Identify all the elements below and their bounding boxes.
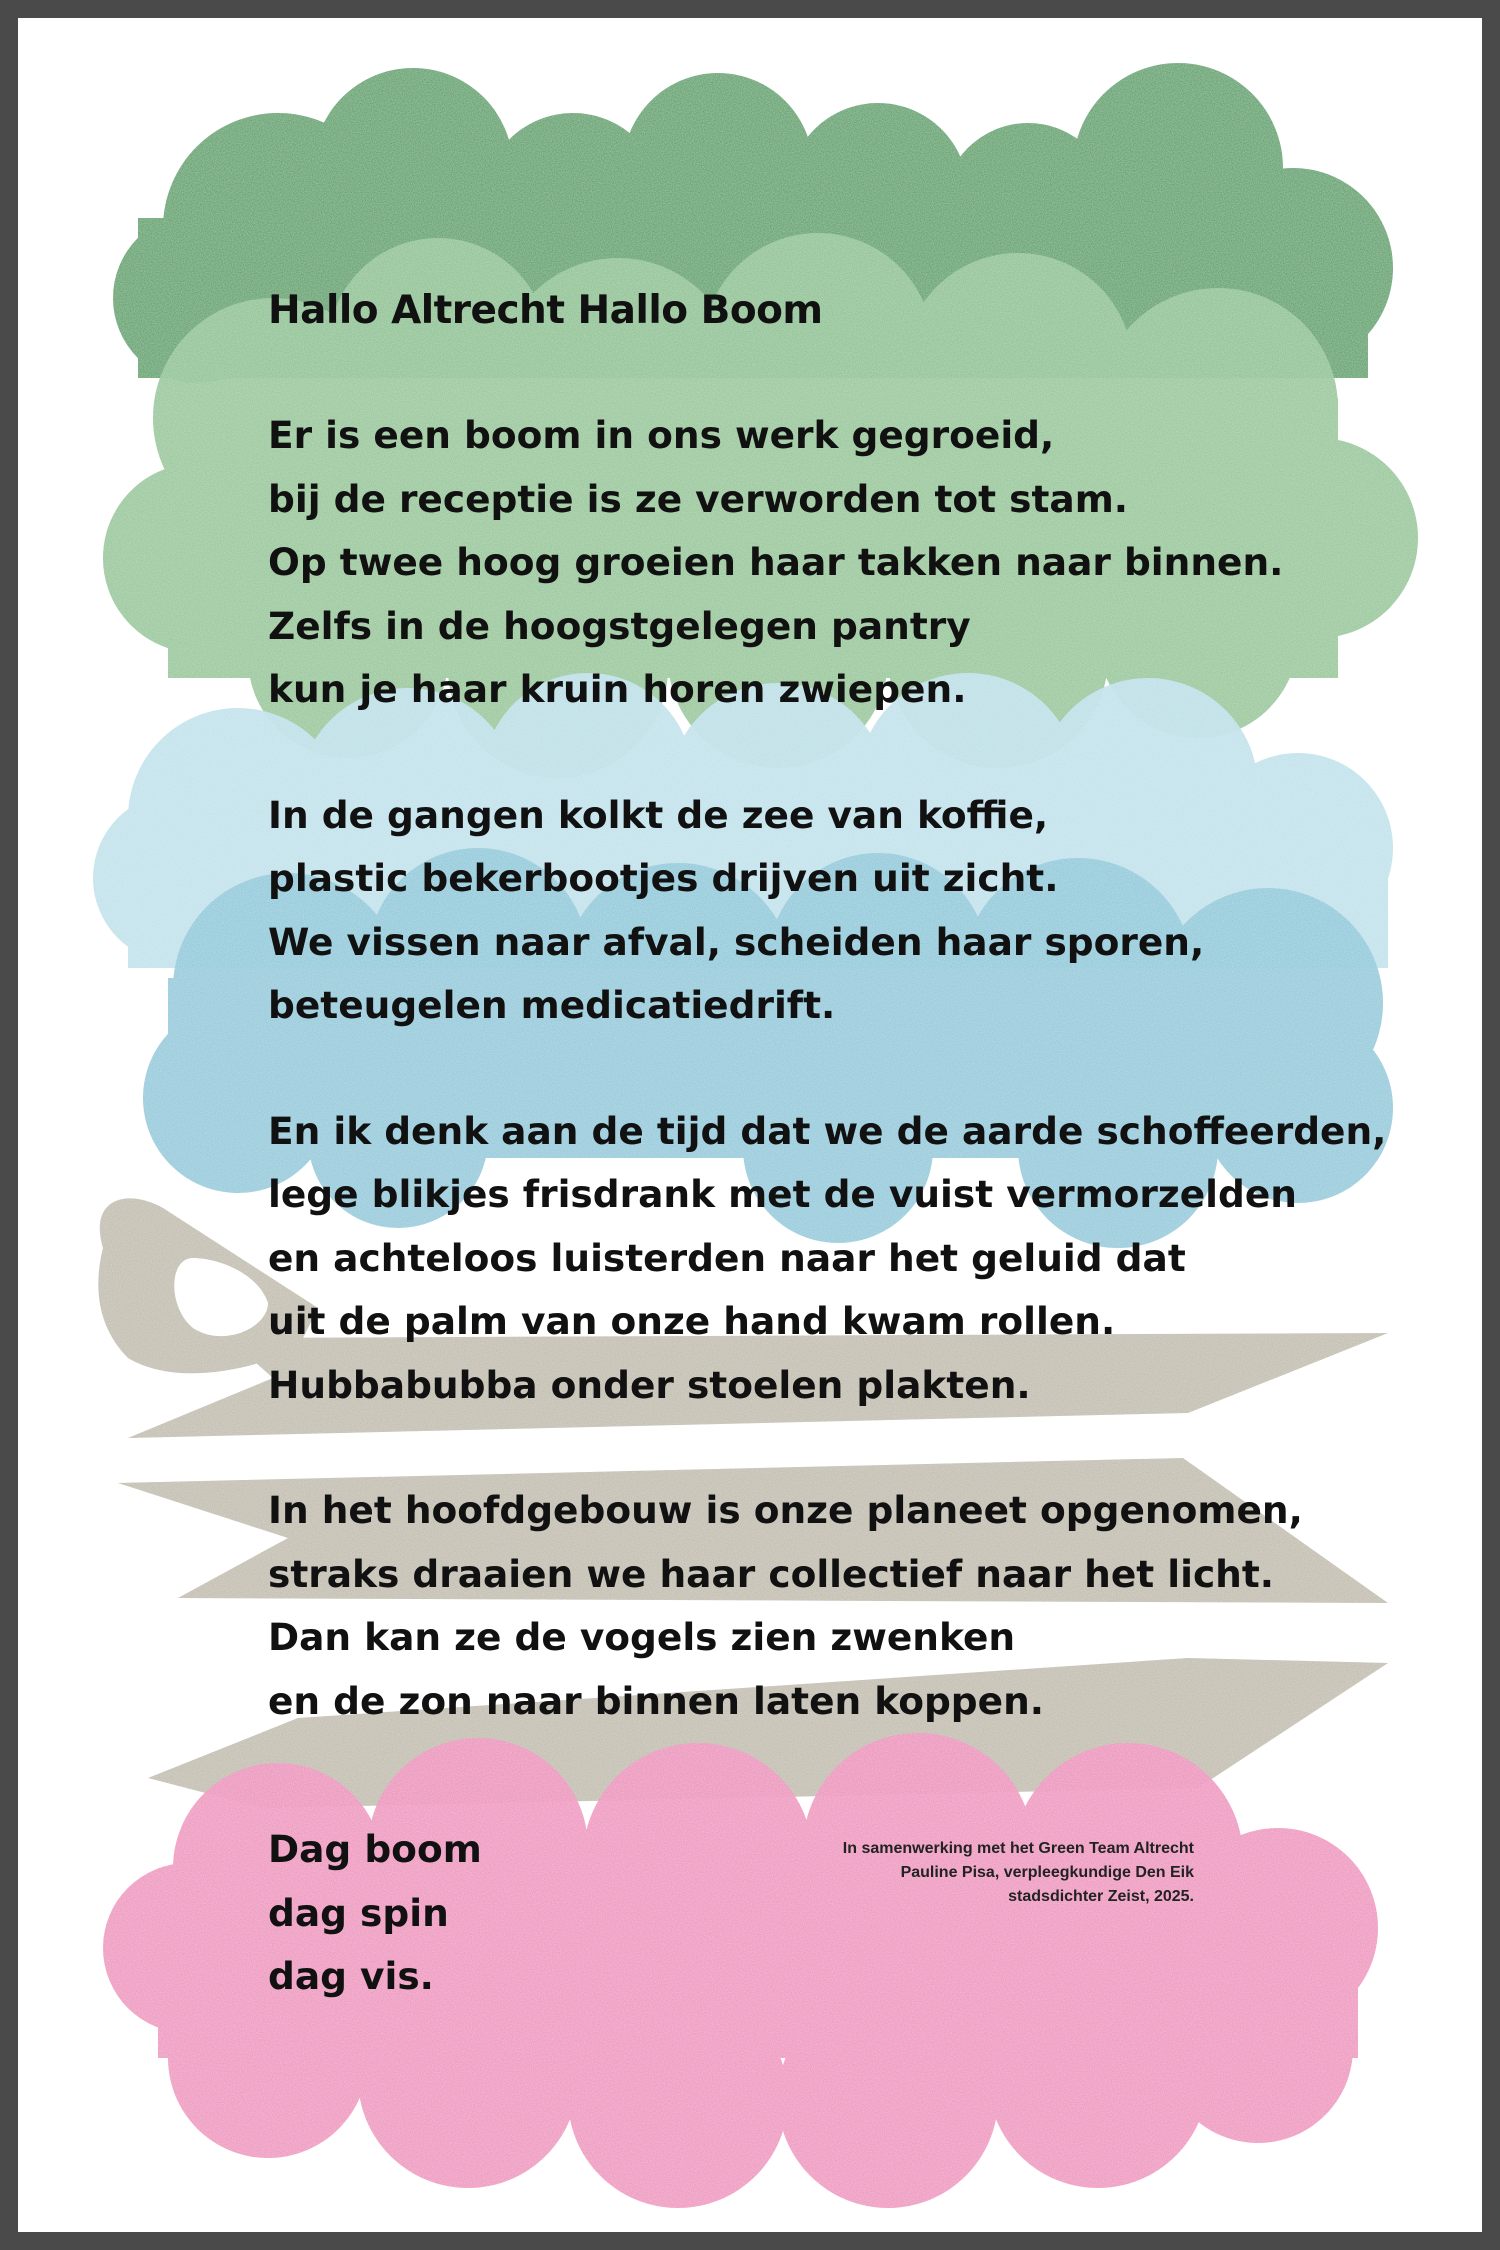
final-stanza (268, 1818, 768, 2009)
poem-line: We vissen naar afval, scheiden haar sporen, (268, 919, 1205, 964)
stanza-1 (268, 404, 1408, 722)
poem-line: In het hoofdgebouw is onze planeet opgenomen, (268, 1488, 1303, 1532)
poem-line: Er is een boom in ons werk gegroeid, (268, 413, 1055, 457)
stanza-4 (268, 1479, 1408, 1733)
poem-line: Zelfs in de hoogstgelegen pantry (268, 603, 971, 648)
poem-line: uit de palm van onze hand kwam rollen. (268, 1299, 1116, 1343)
credits-line: Pauline Pisa, verpleegkundige Den Eik (900, 1864, 1194, 1881)
poem-line: In de gangen kolkt de zee van koffie, (268, 792, 1049, 837)
poem-title: Hallo Altrecht Hallo Boom (268, 288, 823, 333)
poster (18, 18, 1482, 2232)
poem (268, 280, 1408, 1795)
poem-line: Hubbabubba onder stoelen plakten. (268, 1362, 1031, 1407)
poem-line: kun je haar kruin horen zwiepen. (268, 667, 967, 711)
poem-line: en de zon naar binnen laten koppen. (268, 1678, 1045, 1723)
poem-line: lege blikjes frisdrank met de vuist vermorzelden (268, 1172, 1297, 1216)
poem-line: en achteloos luisterden naar het geluid dat (268, 1235, 1186, 1280)
poem-line: beteugelen medicatiedrift. (268, 983, 836, 1027)
credits-line: stadsdichter Zeist, 2025. (1008, 1888, 1194, 1905)
poem-line: Op twee hoog groeien haar takken naar binnen. (268, 540, 1284, 584)
stanza-3 (268, 1100, 1408, 1418)
poem-line: straks draaien we haar collectief naar het licht. (268, 1551, 1275, 1596)
poem-line: dag vis. (268, 1954, 434, 1998)
poem-line: plastic bekerbootjes drijven uit zicht. (268, 856, 1059, 900)
stanza-2 (268, 784, 1408, 1038)
credits-line: In samenwerking met het Green Team Altrecht (842, 1840, 1194, 1857)
poem-line: bij de receptie is ze verworden tot stam. (268, 476, 1129, 521)
poem-line: Dag boom (268, 1827, 482, 1871)
credits (694, 1837, 1194, 1909)
poem-line: En ik denk aan de tijd dat we de aarde schoffeerden, (268, 1108, 1387, 1153)
poem-line: dag spin (268, 1890, 449, 1935)
poem-line: Dan kan ze de vogels zien zwenken (268, 1615, 1016, 1659)
